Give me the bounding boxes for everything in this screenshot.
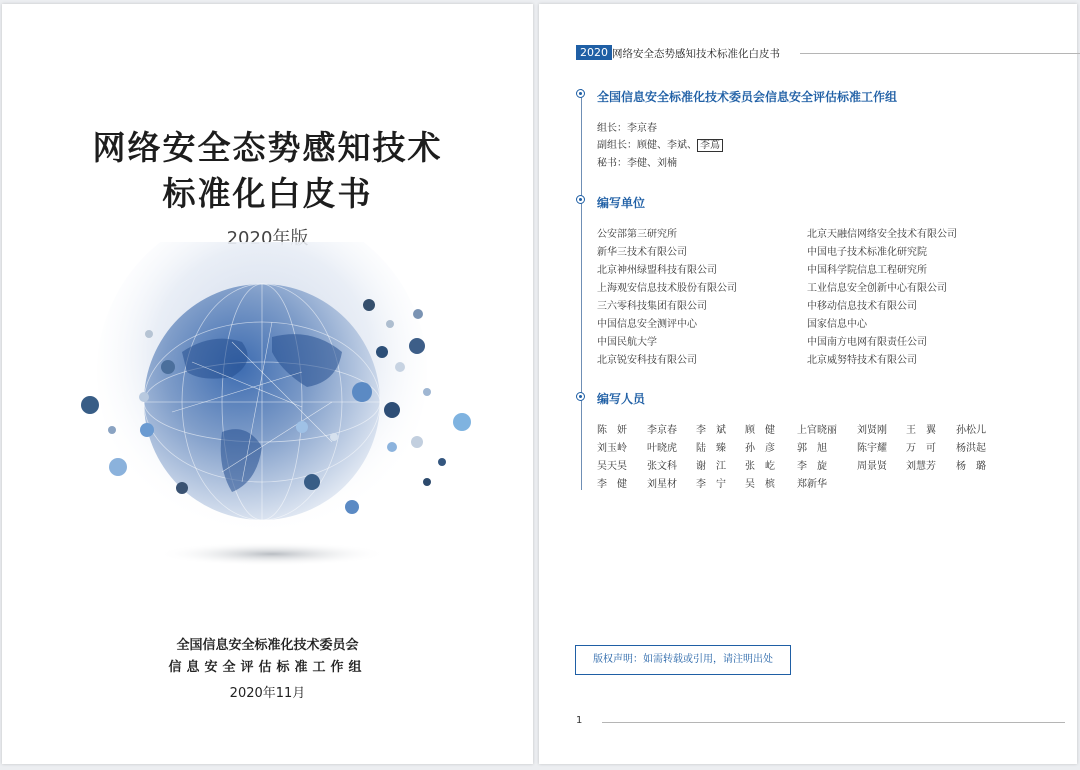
person-name: 刘慧芳: [906, 461, 936, 472]
unit-item: 新华三技术有限公司: [597, 247, 687, 258]
person-name: 张文科: [647, 461, 677, 472]
section-title-group: 全国信息安全标准化技术委员会信息安全评估标准工作组: [597, 90, 898, 104]
cover-edition: 2020年版: [226, 228, 309, 249]
unit-item: 北京神州绿盟科技有限公司: [597, 265, 717, 276]
page-header: [576, 45, 1066, 63]
person-name: 孙 彦: [745, 443, 775, 454]
person-name: 孙松儿: [956, 425, 986, 436]
person-name: 李京春: [647, 425, 677, 436]
unit-item: 北京威努特技术有限公司: [807, 355, 917, 366]
group-deputy-highlight: 李蔦: [697, 139, 723, 152]
header-year-badge: 2020: [576, 45, 612, 60]
person-name: 顾 健: [745, 425, 775, 436]
section-title-units: 编写单位: [597, 196, 646, 210]
unit-item: 北京天融信网络安全技术有限公司: [807, 229, 957, 240]
timeline-line: [581, 89, 582, 490]
header-title: 网络安全态势感知技术标准化白皮书: [612, 48, 780, 60]
person-name: 李 健: [597, 479, 627, 490]
unit-item: 公安部第三研究所: [597, 229, 677, 240]
person-name: 郑新华: [797, 479, 827, 490]
cover-org-line-2: 信息安全评估标准工作组: [168, 660, 367, 675]
person-name: 刘玉岭: [597, 443, 627, 454]
person-name: 李 旋: [797, 461, 827, 472]
person-name: 王 翼: [906, 425, 936, 436]
unit-item: 中国民航大学: [597, 337, 657, 348]
cover-date: 2020年11月: [229, 686, 306, 701]
copyright-notice: 版权声明：如需转载或引用，请注明出处: [575, 645, 791, 675]
person-name: 刘贤刚: [857, 425, 887, 436]
person-name: 杨 璐: [956, 461, 986, 472]
person-name: 陆 臻: [696, 443, 726, 454]
person-name: 杨洪起: [956, 443, 986, 454]
unit-item: 北京锐安科技有限公司: [597, 355, 697, 366]
globe-network-illustration: [72, 242, 482, 582]
timeline-dot-icon: [576, 195, 585, 204]
person-name: 李 斌: [696, 425, 726, 436]
person-name: 叶晓虎: [647, 443, 677, 454]
unit-item: 上海观安信息技术股份有限公司: [597, 283, 737, 294]
footer-rule: [602, 722, 1065, 723]
unit-item: 中国南方电网有限责任公司: [807, 337, 927, 348]
person-name: 谢 江: [696, 461, 726, 472]
person-name: 周景贤: [857, 461, 887, 472]
timeline-dot-icon: [576, 392, 585, 401]
group-deputies-text: 副组长：顾健、李斌、: [597, 140, 697, 151]
unit-item: 中移动信息技术有限公司: [807, 301, 917, 312]
group-leader: 组长：李京春: [597, 123, 657, 134]
unit-item: 国家信息中心: [807, 319, 867, 330]
unit-item: 中国电子技术标准化研究院: [807, 247, 927, 258]
timeline-dot-icon: [576, 89, 585, 98]
person-name: 郭 旭: [797, 443, 827, 454]
person-name: 吴 槟: [745, 479, 775, 490]
person-name: 陈宇耀: [857, 443, 887, 454]
unit-item: 中国信息安全测评中心: [597, 319, 697, 330]
person-name: 李 宁: [696, 479, 726, 490]
unit-item: 三六零科技集团有限公司: [597, 301, 707, 312]
header-rule: [800, 53, 1080, 54]
person-name: 上官晓丽: [797, 425, 837, 436]
unit-item: 工业信息安全创新中心有限公司: [807, 283, 947, 294]
person-name: 吴天昊: [597, 461, 627, 472]
cover-page: [2, 4, 533, 764]
unit-item: 中国科学院信息工程研究所: [807, 265, 927, 276]
section-title-people: 编写人员: [597, 392, 646, 406]
page-number: 1: [576, 715, 583, 726]
cover-title-line-1: 网络安全态势感知技术: [92, 128, 443, 167]
group-deputies: [597, 136, 723, 151]
person-name: 刘星材: [647, 479, 677, 490]
cover-title-line-2: 标准化白皮书: [162, 174, 373, 213]
person-name: 张 屹: [745, 461, 775, 472]
person-name: 陈 妍: [597, 425, 627, 436]
credits-page: [539, 4, 1077, 764]
cover-org-line-1: 全国信息安全标准化技术委员会: [176, 638, 359, 653]
person-name: 万 可: [906, 443, 936, 454]
group-secretary: 秘书：李健、刘楠: [597, 158, 677, 169]
